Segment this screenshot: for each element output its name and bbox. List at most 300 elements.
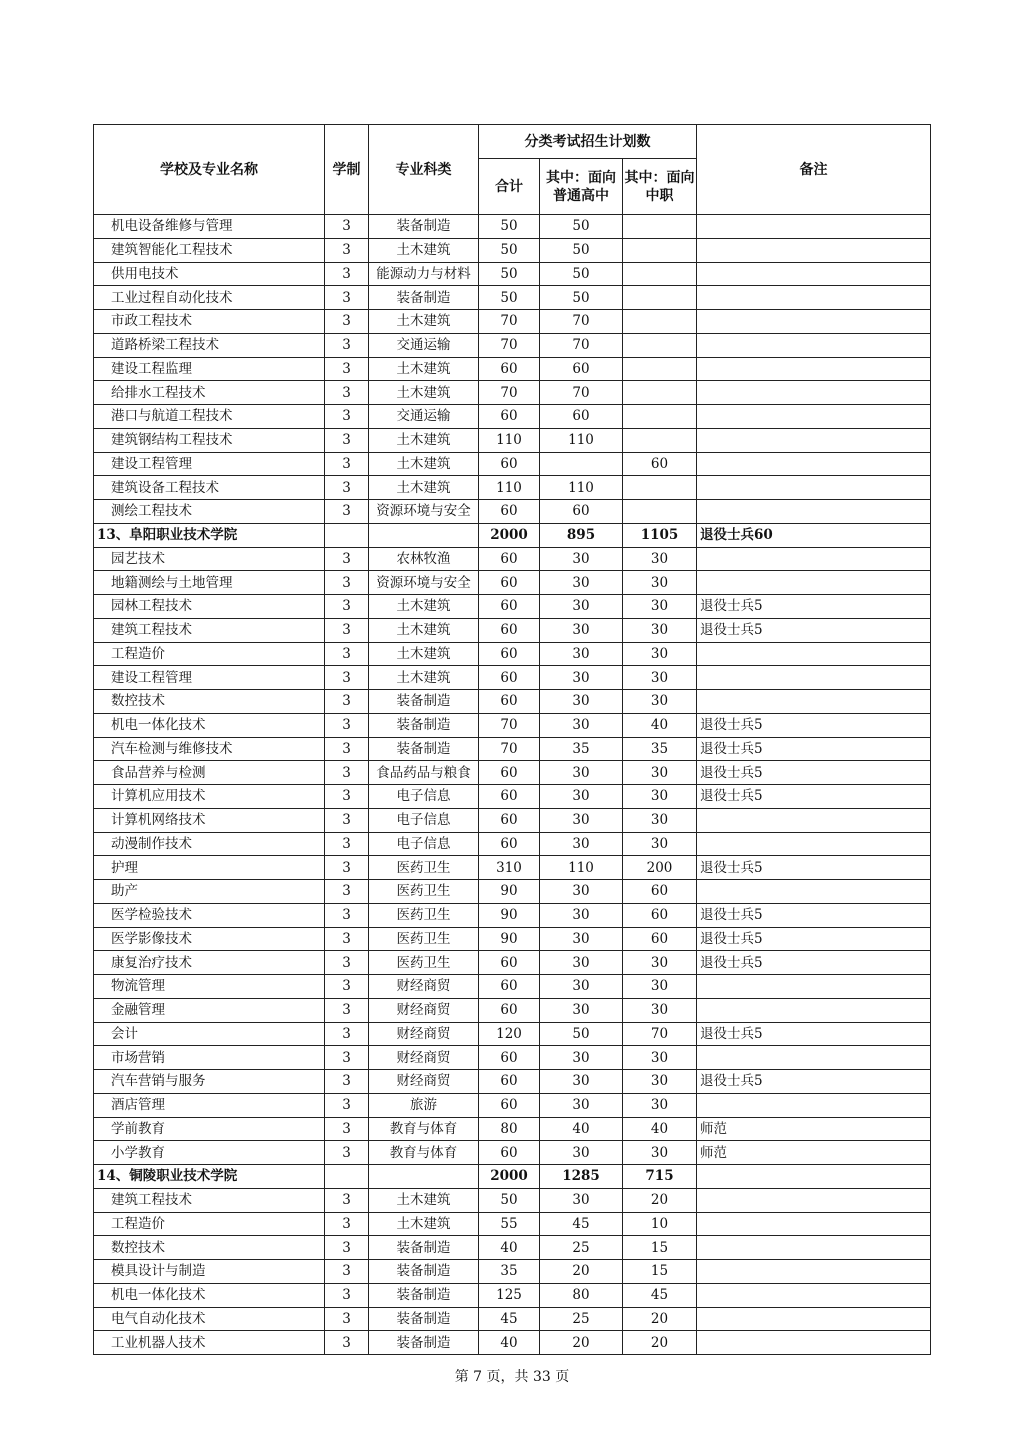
major-name: 电气自动化技术	[94, 1307, 325, 1331]
major-category: 能源动力与材料	[369, 262, 479, 286]
table-row	[94, 310, 931, 334]
major-vocational: 35	[623, 737, 697, 761]
header-total: 合计	[479, 159, 540, 215]
major-name: 建设工程管理	[94, 666, 325, 690]
table-row	[94, 262, 931, 286]
school-vocational: 715	[623, 1165, 697, 1189]
major-category: 教育与体育	[369, 1141, 479, 1165]
major-note	[697, 1188, 931, 1212]
table-row	[94, 1331, 931, 1355]
major-total: 60	[479, 998, 540, 1022]
major-category: 装备制造	[369, 1331, 479, 1355]
major-general: 30	[540, 1046, 623, 1070]
major-note	[697, 428, 931, 452]
table-row	[94, 998, 931, 1022]
major-years: 3	[325, 951, 369, 975]
major-general: 110	[540, 428, 623, 452]
major-note	[697, 1260, 931, 1284]
table-row	[94, 951, 931, 975]
major-total: 60	[479, 1141, 540, 1165]
major-total: 125	[479, 1283, 540, 1307]
school-name: 14、铜陵职业技术学院	[94, 1165, 325, 1189]
major-vocational: 60	[623, 927, 697, 951]
major-general: 30	[540, 690, 623, 714]
major-years: 3	[325, 1046, 369, 1070]
major-total: 50	[479, 286, 540, 310]
major-note	[697, 381, 931, 405]
major-total: 60	[479, 1093, 540, 1117]
major-total: 70	[479, 381, 540, 405]
table-row	[94, 571, 931, 595]
table-row	[94, 1070, 931, 1094]
major-total: 50	[479, 215, 540, 239]
major-general: 70	[540, 381, 623, 405]
major-note	[697, 500, 931, 524]
major-vocational: 20	[623, 1188, 697, 1212]
major-years: 3	[325, 238, 369, 262]
major-vocational: 30	[623, 571, 697, 595]
table-row	[94, 832, 931, 856]
major-name: 建筑工程技术	[94, 1188, 325, 1212]
major-vocational: 30	[623, 666, 697, 690]
major-general: 30	[540, 666, 623, 690]
major-name: 建筑智能化工程技术	[94, 238, 325, 262]
major-vocational: 30	[623, 642, 697, 666]
major-vocational: 40	[623, 1117, 697, 1141]
major-total: 60	[479, 690, 540, 714]
major-total: 80	[479, 1117, 540, 1141]
table-row	[94, 1212, 931, 1236]
table-row	[94, 428, 931, 452]
major-note: 师范	[697, 1141, 931, 1165]
major-total: 70	[479, 737, 540, 761]
major-note	[697, 286, 931, 310]
major-total: 40	[479, 1236, 540, 1260]
major-note: 退役士兵5	[697, 951, 931, 975]
major-category: 交通运输	[369, 333, 479, 357]
major-note: 师范	[697, 1117, 931, 1141]
header-years: 学制	[325, 125, 369, 215]
major-name: 建设工程监理	[94, 357, 325, 381]
major-vocational	[623, 381, 697, 405]
major-vocational: 30	[623, 998, 697, 1022]
major-name: 道路桥梁工程技术	[94, 333, 325, 357]
major-general: 110	[540, 856, 623, 880]
major-category: 土木建筑	[369, 642, 479, 666]
header-category: 专业科类	[369, 125, 479, 215]
major-years: 3	[325, 215, 369, 239]
major-general: 30	[540, 880, 623, 904]
major-category: 财经商贸	[369, 1070, 479, 1094]
major-name: 助产	[94, 880, 325, 904]
major-general	[540, 452, 623, 476]
major-vocational	[623, 262, 697, 286]
major-total: 60	[479, 666, 540, 690]
table-row	[94, 476, 931, 500]
table-row	[94, 1046, 931, 1070]
major-total: 60	[479, 452, 540, 476]
major-general: 20	[540, 1331, 623, 1355]
major-vocational: 30	[623, 1141, 697, 1165]
table-row	[94, 1022, 931, 1046]
major-years: 3	[325, 927, 369, 951]
table-row	[94, 1141, 931, 1165]
major-note: 退役士兵5	[697, 1022, 931, 1046]
school-total: 2000	[479, 1165, 540, 1189]
major-vocational: 60	[623, 903, 697, 927]
major-years: 3	[325, 1236, 369, 1260]
major-general: 30	[540, 761, 623, 785]
major-general: 70	[540, 310, 623, 334]
major-category: 食品药品与粮食	[369, 761, 479, 785]
school-row	[94, 523, 931, 547]
major-name: 给排水工程技术	[94, 381, 325, 405]
table-body	[94, 215, 931, 1355]
major-name: 市场营销	[94, 1046, 325, 1070]
major-total: 110	[479, 476, 540, 500]
header-plan-group: 分类考试招生计划数	[479, 125, 697, 159]
major-category: 旅游	[369, 1093, 479, 1117]
major-category: 财经商贸	[369, 998, 479, 1022]
table-row	[94, 618, 931, 642]
school-row	[94, 1165, 931, 1189]
major-total: 50	[479, 262, 540, 286]
major-total: 60	[479, 642, 540, 666]
school-category	[369, 523, 479, 547]
major-note: 退役士兵5	[697, 1070, 931, 1094]
major-note	[697, 1093, 931, 1117]
major-note: 退役士兵5	[697, 903, 931, 927]
major-general: 30	[540, 975, 623, 999]
major-vocational: 15	[623, 1260, 697, 1284]
major-years: 3	[325, 1141, 369, 1165]
major-category: 装备制造	[369, 713, 479, 737]
major-name: 港口与航道工程技术	[94, 405, 325, 429]
major-note	[697, 1331, 931, 1355]
major-name: 机电设备维修与管理	[94, 215, 325, 239]
major-total: 60	[479, 785, 540, 809]
major-total: 90	[479, 927, 540, 951]
major-total: 50	[479, 238, 540, 262]
major-category: 资源环境与安全	[369, 500, 479, 524]
major-vocational: 30	[623, 785, 697, 809]
table-row	[94, 381, 931, 405]
major-name: 会计	[94, 1022, 325, 1046]
major-vocational	[623, 310, 697, 334]
major-name: 供用电技术	[94, 262, 325, 286]
major-name: 园林工程技术	[94, 595, 325, 619]
major-note	[697, 808, 931, 832]
major-name: 建筑钢结构工程技术	[94, 428, 325, 452]
major-vocational	[623, 238, 697, 262]
major-name: 市政工程技术	[94, 310, 325, 334]
major-category: 土木建筑	[369, 595, 479, 619]
major-vocational: 30	[623, 1093, 697, 1117]
major-total: 70	[479, 310, 540, 334]
major-vocational: 60	[623, 452, 697, 476]
major-total: 90	[479, 880, 540, 904]
header-note: 备注	[697, 125, 931, 215]
major-category: 医药卫生	[369, 903, 479, 927]
school-general: 1285	[540, 1165, 623, 1189]
major-general: 50	[540, 1022, 623, 1046]
major-vocational: 45	[623, 1283, 697, 1307]
major-total: 70	[479, 333, 540, 357]
major-category: 土木建筑	[369, 1188, 479, 1212]
major-general: 60	[540, 500, 623, 524]
major-general: 30	[540, 1093, 623, 1117]
table-row	[94, 357, 931, 381]
major-general: 30	[540, 571, 623, 595]
school-general: 895	[540, 523, 623, 547]
table-row	[94, 690, 931, 714]
table-row	[94, 856, 931, 880]
major-years: 3	[325, 856, 369, 880]
major-vocational: 30	[623, 1070, 697, 1094]
school-total: 2000	[479, 523, 540, 547]
major-years: 3	[325, 452, 369, 476]
major-total: 60	[479, 808, 540, 832]
table-row	[94, 642, 931, 666]
major-general: 30	[540, 547, 623, 571]
major-category: 装备制造	[369, 1307, 479, 1331]
major-note	[697, 975, 931, 999]
major-note	[697, 452, 931, 476]
major-general: 50	[540, 286, 623, 310]
table-row	[94, 595, 931, 619]
table-row	[94, 547, 931, 571]
table-row	[94, 238, 931, 262]
major-total: 60	[479, 1070, 540, 1094]
major-total: 55	[479, 1212, 540, 1236]
major-vocational: 10	[623, 1212, 697, 1236]
major-category: 财经商贸	[369, 1022, 479, 1046]
major-category: 土木建筑	[369, 618, 479, 642]
major-years: 3	[325, 1093, 369, 1117]
major-category: 土木建筑	[369, 428, 479, 452]
major-vocational: 30	[623, 808, 697, 832]
major-note	[697, 1236, 931, 1260]
school-years	[325, 1165, 369, 1189]
major-years: 3	[325, 595, 369, 619]
major-vocational	[623, 428, 697, 452]
major-category: 农林牧渔	[369, 547, 479, 571]
major-total: 60	[479, 405, 540, 429]
major-category: 装备制造	[369, 1260, 479, 1284]
major-years: 3	[325, 1212, 369, 1236]
major-category: 装备制造	[369, 215, 479, 239]
major-category: 交通运输	[369, 405, 479, 429]
major-vocational: 30	[623, 832, 697, 856]
major-category: 医药卫生	[369, 880, 479, 904]
major-note: 退役士兵5	[697, 595, 931, 619]
major-total: 310	[479, 856, 540, 880]
major-note	[697, 1212, 931, 1236]
major-category: 土木建筑	[369, 357, 479, 381]
major-category: 土木建筑	[369, 476, 479, 500]
major-name: 计算机应用技术	[94, 785, 325, 809]
table-row	[94, 666, 931, 690]
major-years: 3	[325, 713, 369, 737]
major-years: 3	[325, 428, 369, 452]
major-general: 110	[540, 476, 623, 500]
major-category: 土木建筑	[369, 238, 479, 262]
table-row	[94, 1188, 931, 1212]
table-row	[94, 880, 931, 904]
table-row	[94, 215, 931, 239]
major-category: 财经商贸	[369, 1046, 479, 1070]
major-general: 50	[540, 215, 623, 239]
major-category: 装备制造	[369, 737, 479, 761]
major-name: 测绘工程技术	[94, 500, 325, 524]
major-total: 60	[479, 618, 540, 642]
major-category: 土木建筑	[369, 310, 479, 334]
major-name: 金融管理	[94, 998, 325, 1022]
major-years: 3	[325, 1188, 369, 1212]
school-vocational: 1105	[623, 523, 697, 547]
major-note: 退役士兵5	[697, 785, 931, 809]
major-total: 60	[479, 975, 540, 999]
major-general: 25	[540, 1236, 623, 1260]
table-row	[94, 1283, 931, 1307]
major-years: 3	[325, 785, 369, 809]
major-name: 地籍测绘与土地管理	[94, 571, 325, 595]
major-note	[697, 832, 931, 856]
major-vocational: 60	[623, 880, 697, 904]
major-years: 3	[325, 547, 369, 571]
major-name: 小学教育	[94, 1141, 325, 1165]
major-general: 45	[540, 1212, 623, 1236]
major-name: 计算机网络技术	[94, 808, 325, 832]
major-note: 退役士兵5	[697, 927, 931, 951]
major-general: 30	[540, 1141, 623, 1165]
table-row	[94, 1236, 931, 1260]
major-total: 50	[479, 1188, 540, 1212]
major-general: 50	[540, 262, 623, 286]
major-name: 康复治疗技术	[94, 951, 325, 975]
major-general: 30	[540, 903, 623, 927]
major-years: 3	[325, 333, 369, 357]
major-years: 3	[325, 310, 369, 334]
table-row	[94, 1307, 931, 1331]
major-general: 25	[540, 1307, 623, 1331]
major-general: 30	[540, 998, 623, 1022]
major-total: 110	[479, 428, 540, 452]
header-vocational: 其中：面向中职	[623, 159, 697, 215]
major-note	[697, 571, 931, 595]
major-years: 3	[325, 571, 369, 595]
major-category: 财经商贸	[369, 975, 479, 999]
major-category: 装备制造	[369, 1283, 479, 1307]
major-general: 60	[540, 357, 623, 381]
table-row	[94, 286, 931, 310]
table-row	[94, 1117, 931, 1141]
major-category: 电子信息	[369, 832, 479, 856]
major-note	[697, 666, 931, 690]
enrollment-plan-table	[93, 124, 931, 1355]
major-years: 3	[325, 1070, 369, 1094]
major-vocational: 30	[623, 951, 697, 975]
major-name: 食品营养与检测	[94, 761, 325, 785]
major-vocational: 30	[623, 618, 697, 642]
major-name: 机电一体化技术	[94, 713, 325, 737]
major-years: 3	[325, 808, 369, 832]
header-name: 学校及专业名称	[94, 125, 325, 215]
major-total: 90	[479, 903, 540, 927]
major-general: 30	[540, 1070, 623, 1094]
major-years: 3	[325, 880, 369, 904]
major-years: 3	[325, 381, 369, 405]
table-row	[94, 500, 931, 524]
major-name: 模具设计与制造	[94, 1260, 325, 1284]
major-category: 装备制造	[369, 1236, 479, 1260]
table-row	[94, 1260, 931, 1284]
major-total: 35	[479, 1260, 540, 1284]
major-total: 60	[479, 571, 540, 595]
major-vocational	[623, 333, 697, 357]
major-general: 60	[540, 405, 623, 429]
major-vocational: 30	[623, 547, 697, 571]
major-years: 3	[325, 1283, 369, 1307]
major-general: 40	[540, 1117, 623, 1141]
major-years: 3	[325, 1307, 369, 1331]
major-note: 退役士兵5	[697, 713, 931, 737]
major-category: 教育与体育	[369, 1117, 479, 1141]
major-note	[697, 642, 931, 666]
major-general: 30	[540, 785, 623, 809]
major-vocational: 20	[623, 1307, 697, 1331]
major-name: 工业机器人技术	[94, 1331, 325, 1355]
table-row	[94, 808, 931, 832]
table-row	[94, 405, 931, 429]
major-name: 学前教育	[94, 1117, 325, 1141]
major-category: 装备制造	[369, 286, 479, 310]
major-vocational: 30	[623, 690, 697, 714]
major-note	[697, 333, 931, 357]
major-general: 80	[540, 1283, 623, 1307]
major-years: 3	[325, 1260, 369, 1284]
major-category: 土木建筑	[369, 381, 479, 405]
major-category: 资源环境与安全	[369, 571, 479, 595]
table-header	[94, 125, 931, 215]
major-general: 30	[540, 927, 623, 951]
major-name: 酒店管理	[94, 1093, 325, 1117]
major-category: 电子信息	[369, 808, 479, 832]
table-row	[94, 1093, 931, 1117]
major-total: 45	[479, 1307, 540, 1331]
major-category: 医药卫生	[369, 856, 479, 880]
major-note	[697, 215, 931, 239]
major-years: 3	[325, 690, 369, 714]
major-note	[697, 310, 931, 334]
major-general: 30	[540, 1188, 623, 1212]
major-years: 3	[325, 998, 369, 1022]
major-vocational	[623, 500, 697, 524]
major-total: 60	[479, 500, 540, 524]
major-category: 装备制造	[369, 690, 479, 714]
major-years: 3	[325, 405, 369, 429]
major-vocational	[623, 405, 697, 429]
major-name: 动漫制作技术	[94, 832, 325, 856]
table-row	[94, 761, 931, 785]
major-vocational: 20	[623, 1331, 697, 1355]
school-note	[697, 1165, 931, 1189]
table-row	[94, 333, 931, 357]
major-general: 30	[540, 808, 623, 832]
major-years: 3	[325, 832, 369, 856]
major-vocational: 30	[623, 761, 697, 785]
major-name: 汽车营销与服务	[94, 1070, 325, 1094]
